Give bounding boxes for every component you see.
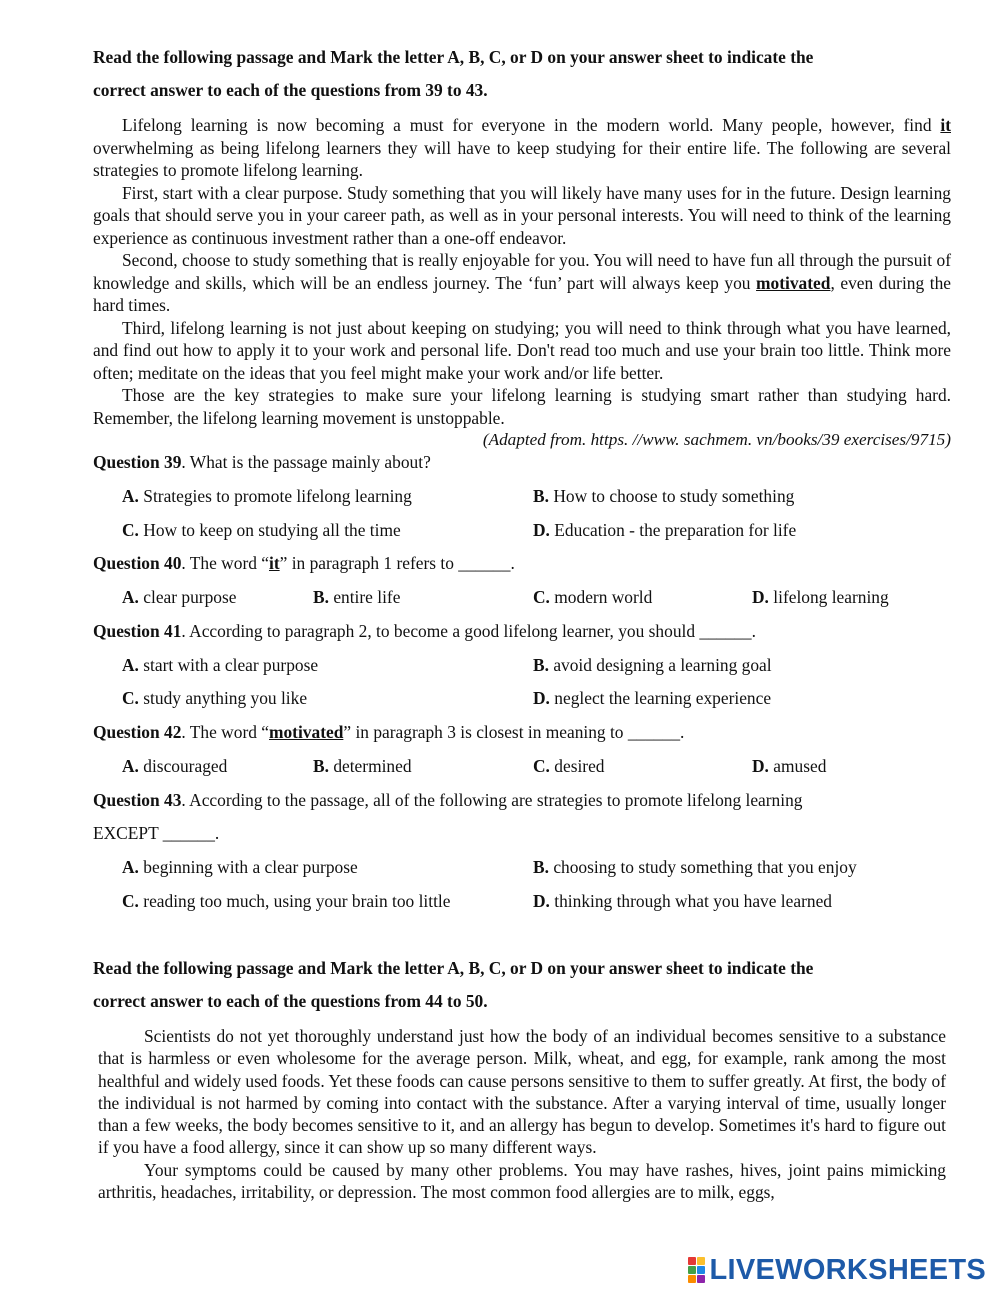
q42-option-d[interactable] [752, 755, 826, 777]
question-41 [93, 620, 953, 642]
logo-block-red [688, 1257, 696, 1265]
question-40-text-before: . The word “ [181, 553, 269, 573]
passage1-paragraph-5: Those are the key strategies to make sure your lifelong learning is studying smart rather than studying hard. Remember, the lifelong learning movement is unstoppable. [93, 385, 951, 428]
option-letter: B. [533, 486, 549, 506]
q41-option-b[interactable] [533, 654, 772, 676]
option-letter: D. [533, 891, 550, 911]
option-letter: B. [533, 655, 549, 675]
logo-block-orange [688, 1275, 696, 1283]
question-41-text: . According to paragraph 2, to become a good lifelong learner, you should ______. [181, 621, 756, 641]
question-39 [93, 451, 953, 473]
liveworksheets-logo[interactable] [688, 1253, 987, 1287]
option-text: start with a clear purpose [143, 655, 319, 675]
question-39-text: . What is the passage mainly about? [181, 452, 431, 472]
question-40 [93, 552, 953, 574]
section1-heading-line1: Read the following passage and Mark the letter A, B, C, or D on your answer sheet to indicate the [93, 47, 814, 67]
liveworksheets-logo-text: LIVEWORKSHEETS [709, 1253, 986, 1286]
question-43-text-line1: . According to the passage, all of the following are strategies to promote lifelong learning [181, 790, 803, 810]
question-40-text-after: ” in paragraph 1 refers to ______. [279, 553, 515, 573]
option-letter: A. [122, 756, 139, 776]
logo-block-yellow [697, 1257, 705, 1265]
q39-option-a[interactable] [122, 485, 412, 507]
q43-option-a[interactable] [122, 856, 358, 878]
option-letter: C. [122, 520, 139, 540]
question-43-continued: EXCEPT ______. [93, 823, 220, 843]
q41-option-a[interactable] [122, 654, 318, 676]
q42-option-b[interactable] [313, 755, 412, 777]
option-text: How to choose to study something [553, 486, 795, 506]
q40-option-a[interactable] [122, 586, 236, 608]
option-letter: D. [752, 587, 769, 607]
question-42-number: Question 42 [93, 722, 182, 742]
option-text: clear purpose [143, 587, 237, 607]
passage1-paragraph-3 [93, 249, 951, 317]
logo-block-blue [697, 1266, 705, 1274]
passage-lifelong-learning [93, 114, 951, 429]
logo-block-purple [697, 1275, 705, 1283]
question-43 [93, 789, 953, 811]
option-letter: B. [313, 756, 329, 776]
q39-option-c[interactable] [122, 519, 401, 541]
section2-heading [93, 952, 953, 1018]
option-text: entire life [333, 587, 401, 607]
option-text: determined [333, 756, 412, 776]
q39-option-d[interactable] [533, 519, 796, 541]
option-text: discouraged [143, 756, 228, 776]
option-text: study anything you like [143, 688, 308, 708]
question-40-number: Question 40 [93, 553, 182, 573]
option-letter: C. [122, 688, 139, 708]
option-letter: B. [533, 857, 549, 877]
question-43-number: Question 43 [93, 790, 182, 810]
option-text: desired [554, 756, 605, 776]
question-42-word: motivated [269, 722, 344, 742]
option-text: beginning with a clear purpose [143, 857, 358, 877]
option-text: amused [773, 756, 827, 776]
passage2-paragraph-2: Your symptoms could be caused by many other problems. You may have rashes, hives, joint pains mimicking arthritis, headaches, irritability, or depression. The most common food allergies are to milk, eggs, [98, 1159, 946, 1203]
option-letter: D. [533, 520, 550, 540]
question-41-number: Question 41 [93, 621, 182, 641]
option-text: modern world [554, 587, 653, 607]
q43-option-d[interactable] [533, 890, 832, 912]
p3-text-after: , even during the hard times. [93, 272, 951, 315]
question-42 [93, 721, 953, 743]
p1-text-before: Lifelong learning is now becoming a must for everyone in the modern world. Many people, however, find [122, 115, 932, 135]
option-letter: C. [533, 587, 550, 607]
q41-option-d[interactable] [533, 687, 771, 709]
q39-option-b[interactable] [533, 485, 794, 507]
option-text: How to keep on studying all the time [143, 520, 401, 540]
passage1-paragraph-1 [93, 114, 951, 182]
q41-option-c[interactable] [122, 687, 307, 709]
option-text: neglect the learning experience [554, 688, 772, 708]
option-letter: C. [122, 891, 139, 911]
question-39-number: Question 39 [93, 452, 182, 472]
p3-text-before: Second, choose to study something that is really enjoyable for you. You will need to have fun all through the pursuit of knowledge and skills, which will be an endless journey. The ‘fun’ part will always keep you [93, 250, 951, 293]
passage2-paragraph-1: Scientists do not yet thoroughly understand just how the body of an individual becomes sensitive to a substance that is harmless or even wholesome for the average person. Milk, wheat, and egg, for example, rank among the most healthful and widely used foods. Yet these foods can cause persons sensitive to them to suffer greatly. At first, the body of the individual is not harmed by coming into contact with the substance. After a varying interval of time, usually longer than a few weeks, the body becomes sensitive to it, and an allergy has begun to develop. Sometimes it's hard to figure out if you have a food allergy, since it can show up so many different ways. [98, 1026, 946, 1158]
liveworksheets-logo-icon [688, 1257, 706, 1283]
option-text: avoid designing a learning goal [553, 655, 772, 675]
q43-option-b[interactable] [533, 856, 857, 878]
passage1-paragraph-2: First, start with a clear purpose. Study something that you will likely have many uses for in the future. Design learning goals that should serve you in your career path, as well as in your personal interests. You will need to think of the learning experience as continuous investment rather than a one-off endeavor. [93, 182, 951, 248]
question-42-text-before: . The word “ [181, 722, 269, 742]
q40-option-c[interactable] [533, 586, 652, 608]
highlight-word-motivated: motivated [756, 272, 831, 293]
highlight-word-it: it [940, 115, 951, 135]
question-40-word: it [269, 553, 280, 573]
q43-option-c[interactable] [122, 890, 450, 912]
passage-food-allergy [98, 1025, 946, 1203]
logo-block-green [688, 1266, 696, 1274]
option-text: choosing to study something that you enjoy [553, 857, 857, 877]
option-letter: C. [533, 756, 550, 776]
option-letter: A. [122, 486, 139, 506]
option-letter: A. [122, 857, 139, 877]
q42-option-c[interactable] [533, 755, 605, 777]
option-letter: A. [122, 587, 139, 607]
option-text: lifelong learning [773, 587, 889, 607]
p1-text-after: overwhelming as being lifelong learners they will have to keep studying for their entire life. The following are several strategies to promote lifelong learning. [93, 137, 951, 180]
option-letter: D. [752, 756, 769, 776]
section1-heading [93, 41, 953, 107]
option-letter: B. [313, 587, 329, 607]
section1-heading-line2: correct answer to each of the questions from 39 to 43. [93, 80, 488, 100]
option-text: Strategies to promote lifelong learning [143, 486, 412, 506]
question-42-text-after: ” in paragraph 3 is closest in meaning to ______. [343, 722, 685, 742]
option-letter: A. [122, 655, 139, 675]
passage1-paragraph-4: Third, lifelong learning is not just about keeping on studying; you will need to think through what you have learned, and find out how to apply it to your work and personal life. Don't read too much and use your brain too little. Think more often; meditate on the ideas that you feel might make your work and/or life better. [93, 317, 951, 383]
option-letter: D. [533, 688, 550, 708]
q40-option-d[interactable] [752, 586, 889, 608]
passage-source: (Adapted from. https. //www. sachmem. vn/books/39 exercises/9715) [482, 430, 951, 449]
section2-heading-line2: correct answer to each of the questions from 44 to 50. [93, 991, 488, 1011]
option-text: reading too much, using your brain too little [143, 891, 451, 911]
option-text: Education - the preparation for life [554, 520, 797, 540]
section2-heading-line1: Read the following passage and Mark the letter A, B, C, or D on your answer sheet to indicate the [93, 958, 814, 978]
q42-option-a[interactable] [122, 755, 227, 777]
option-text: thinking through what you have learned [554, 891, 832, 911]
q40-option-b[interactable] [313, 586, 400, 608]
